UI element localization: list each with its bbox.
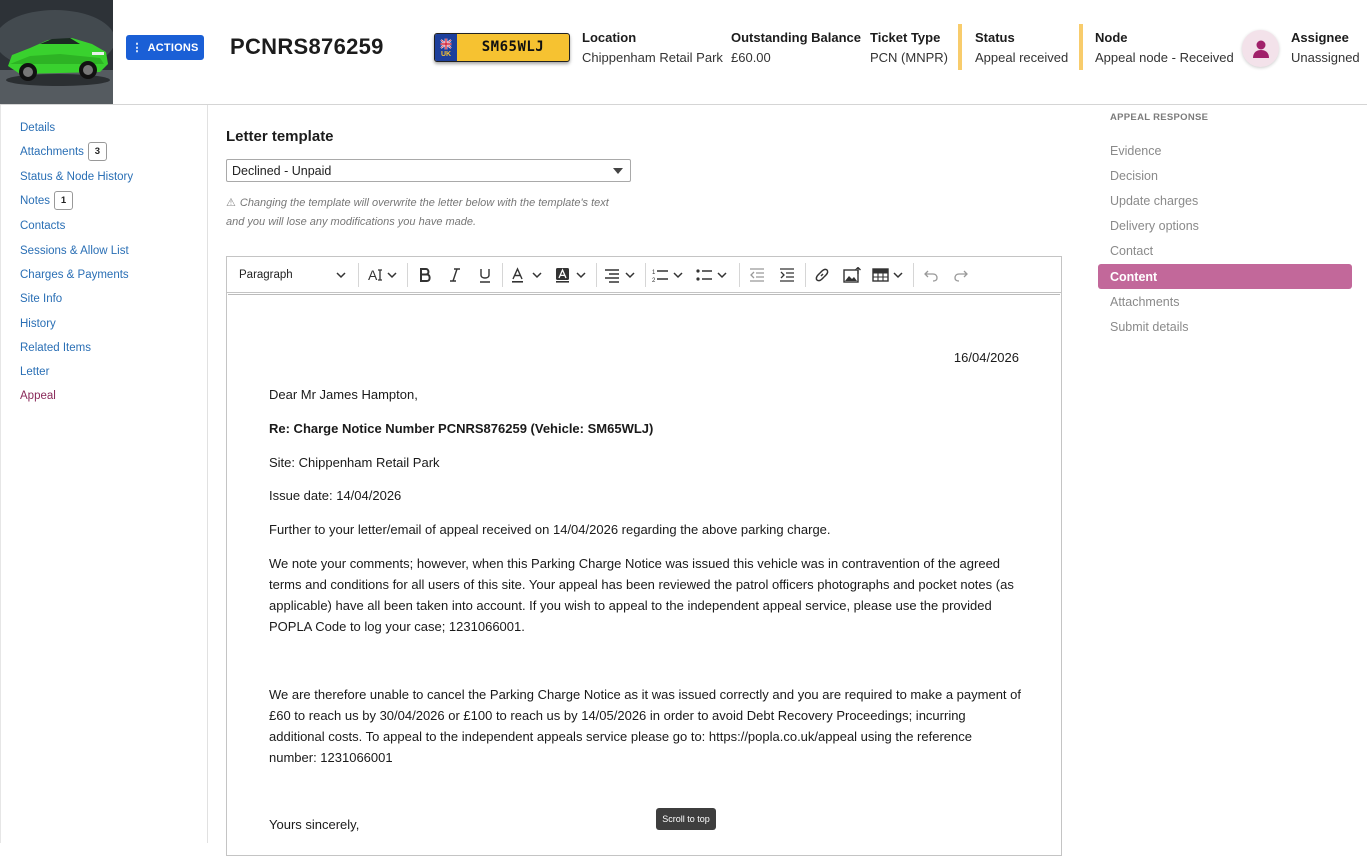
balance-field [731,30,861,65]
nav-label: Letter [20,366,50,378]
ticket-type-value: PCN (MNPR) [870,50,948,65]
actions-label: ACTIONS [147,41,199,54]
nav-status-node-history[interactable] [20,171,133,183]
font-color-button[interactable] [510,264,546,286]
node-field [1095,30,1234,65]
paragraph-style-dropdown[interactable] [232,264,354,286]
status-field [975,30,1068,65]
bold-icon [418,267,432,283]
nav-notes[interactable] [20,191,73,210]
toolbar-divider [596,263,597,287]
toolbar-divider [739,263,740,287]
ticket-type-field [870,30,948,65]
table-icon [872,267,906,283]
node-label: Node [1095,30,1128,45]
location-field [582,30,723,65]
nav-label: Status & Node History [20,171,134,183]
nav-letter[interactable] [20,366,49,378]
node-value: Appeal node - Received [1095,50,1234,65]
nav-label: Notes [20,194,51,207]
nav-site-info[interactable] [20,293,62,305]
nav-contacts[interactable] [20,220,65,232]
warning-text: Changing the template will overwrite the letter below with the template's text and you will lose any modifications you have made. [226,197,609,228]
letter-paragraph-2: We note your comments; however, when this Parking Charge Notice was issued this vehicle was in contravention of the agreed terms and conditions for all users of this site. Your appeal has been reviewed the patrol officers photographs and pocket notes (as applicable) have all been taken into account. If you wish to appeal to the independent appeal service, please use the provided POPLA Code to log your case; 1231066001. [269,556,1014,634]
redo-button[interactable] [950,264,972,286]
letter-closing: Yours sincerely, [269,817,360,832]
nav-related-items[interactable] [20,342,91,354]
plate-country: UK [440,50,452,58]
insert-image-icon [843,267,861,283]
more-vertical-icon: ⋮ [131,42,143,54]
union-flag-icon [439,38,453,50]
attachments-count-badge: 3 [88,142,107,161]
nav-attachments[interactable] [20,142,107,161]
location-label: Location [582,30,637,45]
letter-issue-date: Issue date: 14/04/2026 [269,488,402,503]
link-icon [814,267,830,283]
letter-salutation: Dear Mr James Hampton, [269,387,418,402]
nav-label: Charges & Payments [20,269,129,281]
step-content[interactable]: Content [1098,264,1352,289]
balance-value: £60.00 [731,50,771,65]
nav-label: History [20,318,56,330]
nav-label: Sessions & Allow List [20,245,129,257]
align-icon [604,267,638,283]
alignment-button[interactable] [603,264,639,286]
nav-label: Appeal [20,390,56,402]
svg-text:1: 1 [652,270,656,276]
nav-label: Related Items [20,342,91,354]
location-value: Chippenham Retail Park [582,50,723,65]
letter-editor [226,256,1062,856]
editor-toolbar [227,257,1061,293]
letter-paragraph-3: We are therefore unable to cancel the Parking Charge Notice as it was issued correctly and you are required to make a payment of £60 to reach us by 30/04/2026 or £100 to reach us by 14/05/2026 in order to avoid Debt Recovery Proceedings; incurring additional costs. To appeal to the independent appeals service please go to: https://popla.co.uk/appeal using the reference number: 1231066001 [269,687,1021,765]
left-navigation [0,105,208,843]
warning-icon: ⚠ [226,197,236,209]
ticket-reference: PCNRS876259 [230,34,384,59]
outdent-icon [749,267,765,283]
numbered-list-icon [652,267,686,283]
undo-button[interactable] [920,264,942,286]
balance-label: Outstanding Balance [731,30,862,45]
font-color-icon [511,267,545,283]
highlight-color-button[interactable] [554,264,590,286]
step-submit-details[interactable]: Submit details [1110,319,1189,334]
node-accent-bar [1079,24,1083,70]
template-selected-value: Declined - Unpaid [232,163,332,178]
insert-table-button[interactable] [871,264,907,286]
ticket-type-label: Ticket Type [870,30,941,45]
letter-template-select[interactable] [226,159,631,182]
step-update-charges[interactable]: Update charges [1110,193,1199,208]
toolbar-divider [913,263,914,287]
nav-label: Contacts [20,220,66,232]
insert-image-button[interactable] [841,264,863,286]
step-decision[interactable]: Decision [1110,168,1158,183]
chevron-down-icon [336,271,346,279]
number-plate [434,33,570,62]
link-button[interactable] [811,264,833,286]
scroll-to-top-button[interactable]: Scroll to top [656,808,716,830]
status-accent-bar [958,24,962,70]
uk-flag-badge [435,34,457,61]
highlight-icon [555,267,589,283]
underline-button[interactable] [474,264,496,286]
caret-down-icon [613,168,623,174]
assignee-label: Assignee [1291,30,1349,45]
bullet-list-button[interactable] [695,264,731,286]
status-value: Appeal received [975,50,1069,65]
indent-icon [779,267,795,283]
nav-label: Site Info [20,293,63,305]
letter-subject: Re: Charge Notice Number PCNRS876259 (Vehicle: SM65WLJ) [269,421,654,436]
nav-history[interactable] [20,318,56,330]
italic-button[interactable] [444,264,466,286]
page-header [0,0,1367,105]
svg-text:2: 2 [652,278,656,283]
bullet-list-icon [696,267,730,283]
toolbar-divider [407,263,408,287]
letter-body[interactable] [228,294,1060,854]
indent-button[interactable] [776,264,798,286]
assignee-field [1291,30,1360,65]
section-title: Letter template [226,128,334,145]
assignee-avatar[interactable] [1242,30,1279,67]
font-size-icon [368,267,400,283]
plate-registration: SM65WLJ [481,39,545,55]
template-warning [226,194,621,232]
numbered-list-button[interactable] [651,264,687,286]
letter-paragraph-1: Further to your letter/email of appeal received on 14/04/2026 regarding the above parking charge. [269,522,831,537]
vehicle-photo[interactable] [0,0,113,104]
actions-button[interactable] [126,35,204,60]
letter-site: Site: Chippenham Retail Park [269,455,440,470]
notes-count-badge: 1 [54,191,73,210]
redo-icon [953,267,969,283]
nav-appeal[interactable] [20,390,56,402]
assignee-value: Unassigned [1291,50,1360,65]
italic-icon [448,267,462,283]
toolbar-divider [645,263,646,287]
nav-label: Attachments [20,145,84,158]
step-attachments[interactable]: Attachments [1110,294,1180,309]
nav-details[interactable] [20,122,55,134]
user-icon [1252,39,1270,59]
nav-charges-payments[interactable] [20,269,129,281]
svg-text:A: A [368,267,378,283]
bold-button[interactable] [414,264,436,286]
toolbar-divider [805,263,806,287]
step-evidence[interactable]: Evidence [1110,143,1162,158]
status-label: Status [975,30,1015,45]
letter-date: 16/04/2026 [953,350,1019,365]
font-size-button[interactable] [366,264,402,286]
undo-icon [923,267,939,283]
paragraph-style-label: Paragraph [239,269,293,281]
step-delivery-options[interactable]: Delivery options [1110,218,1199,233]
appeal-response-heading: APPEAL RESPONSE [1110,112,1209,123]
underline-icon [478,267,492,283]
step-contact[interactable]: Contact [1110,243,1154,258]
toolbar-divider [358,263,359,287]
nav-sessions-allow-list[interactable] [20,245,129,257]
toolbar-divider [502,263,503,287]
outdent-button[interactable] [746,264,768,286]
nav-label: Details [20,122,56,134]
